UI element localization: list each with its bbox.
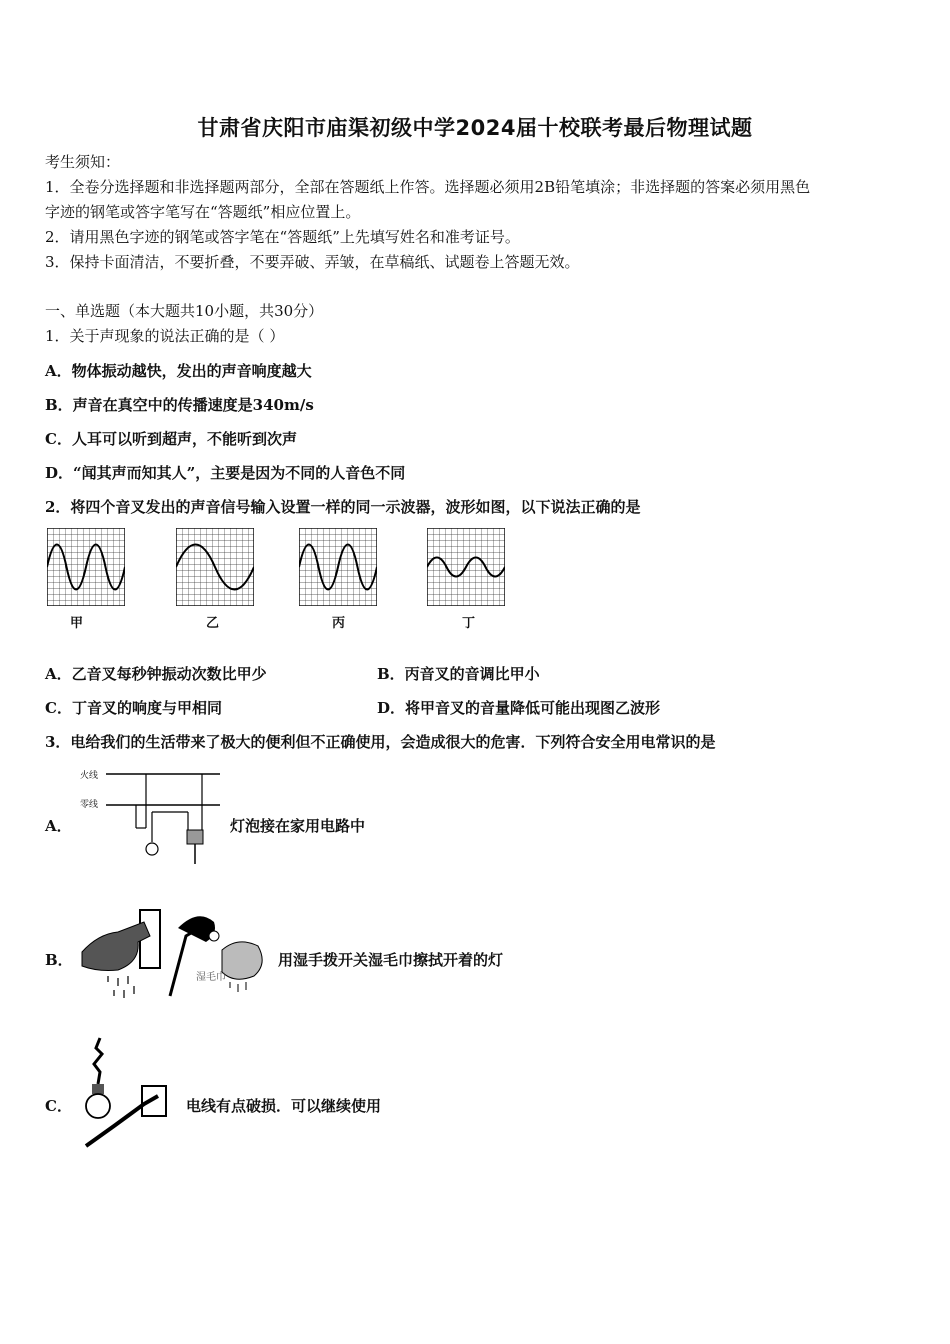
wet-towel-label: 湿毛巾 [196, 972, 226, 983]
notice-item-3: 3．保持卡面清洁，不要折叠，不要弄破、弄皱，在草稿纸、试题卷上答题无效。 [45, 253, 580, 271]
notice-item-1-line-2: 字迹的钢笔或答字笔写在“答题纸”相应位置上。 [45, 203, 361, 221]
q3-option-a-letter: A． [45, 817, 72, 835]
q1-option-d: D．“闻其声而知其人”，主要是因为不同的人音色不同 [45, 464, 406, 482]
q2-option-c: C．丁音叉的响度与甲相同 [45, 699, 222, 717]
q1-stem: 1．关于声现象的说法正确的是（ ） [45, 327, 285, 345]
waveform-label-bing: 丙 [332, 616, 346, 631]
q3-option-c-text: 电线有点破损．可以继续使用 [186, 1097, 382, 1115]
q1-option-a: A．物体振动越快，发出的声音响度越大 [45, 362, 312, 380]
q3-stem: 3．电给我们的生活带来了极大的便利但不正确使用，会造成很大的危害．下列符合安全用电常识的是 [45, 733, 716, 751]
waveform-label-yi: 乙 [206, 616, 220, 631]
section-heading: 一、单选题（本大题共10小题，共30分） [45, 302, 324, 320]
q3-option-a-text: 灯泡接在家用电路中 [230, 817, 366, 835]
page-title: 甘肃省庆阳市庙渠初级中学2024届十校联考最后物理试题 [197, 116, 753, 140]
fire-wire-label: 火线 [80, 771, 99, 781]
notice-item-2: 2．请用黑色字迹的钢笔或答字笔在“答题纸”上先填写姓名和准考证号。 [45, 228, 520, 246]
waveform-jia [47, 528, 125, 606]
q3-option-b-text: 用湿手拨开关湿毛巾擦拭开着的灯 [278, 951, 504, 969]
waveform-label-jia: 甲 [70, 616, 84, 631]
q2-stem: 2．将四个音叉发出的声音信号输入设置一样的同一示波器，波形如图，以下说法正确的是 [45, 498, 641, 516]
q3-option-c-letter: C． [45, 1097, 72, 1115]
waveform-label-ding: 丁 [462, 616, 476, 631]
waveform-yi [176, 528, 254, 606]
q2-option-b: B．丙音叉的音调比甲小 [377, 665, 540, 683]
neutral-wire-label: 零线 [80, 800, 99, 810]
circuit-diagram [78, 764, 228, 868]
damaged-wire-illustration [78, 1034, 178, 1150]
waveform-ding [427, 528, 505, 606]
q1-option-c: C．人耳可以听到超声，不能听到次声 [45, 430, 297, 448]
q1-option-b: B．声音在真空中的传播速度是340m/s [45, 396, 314, 414]
waveform-bing [299, 528, 377, 606]
wet-hand-switch-illustration [78, 906, 278, 1006]
notice-heading: 考生须知： [45, 153, 121, 171]
q3-option-b-letter: B． [45, 951, 73, 969]
q2-option-a: A．乙音叉每秒钟振动次数比甲少 [45, 665, 267, 683]
q2-option-d: D．将甲音叉的音量降低可能出现图乙波形 [377, 699, 661, 717]
notice-item-1-line-1: 1．全卷分选择题和非选择题两部分，全部在答题纸上作答。选择题必须用2B铅笔填涂；非选择题的答案必须用黑色 [45, 178, 811, 196]
